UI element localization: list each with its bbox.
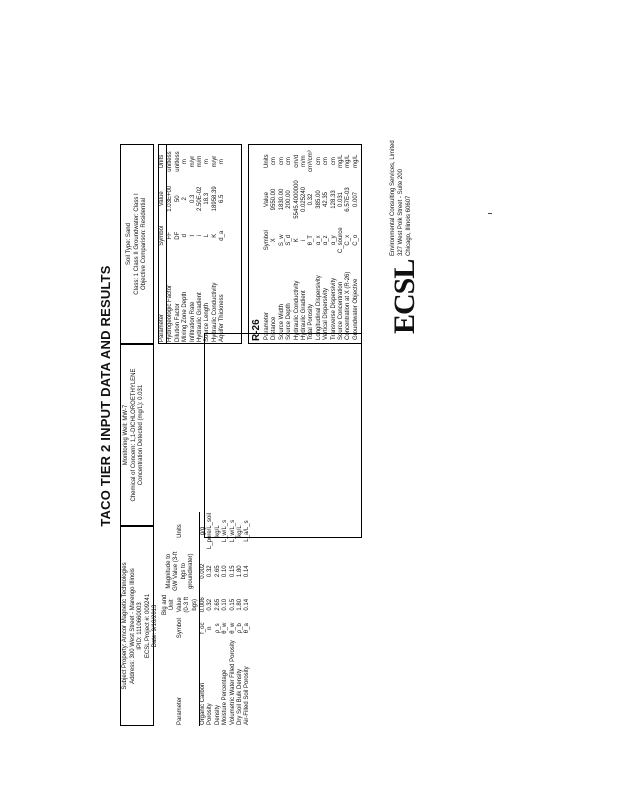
cell-units: L_w/L_s [222, 519, 229, 543]
cell-units: m [182, 159, 189, 165]
cell-parameter: Hydraulic Conductivity [293, 280, 300, 340]
cell-parameter: Source Width [278, 303, 285, 340]
company-address-line1: 327 West Polk Street - Suite 200 [398, 169, 404, 256]
well-info-box [120, 344, 154, 526]
cell-symbol: S_d [286, 234, 293, 246]
company-name: Environmental Consulting Services, Limited [390, 140, 396, 256]
table-row [338, 147, 345, 341]
col-value: Value [264, 192, 270, 207]
cell-value: 1.80 [237, 598, 244, 611]
table-row [167, 145, 175, 343]
cell-parameter: Source Concentration [338, 281, 345, 340]
cell-units: m/yr [211, 155, 218, 168]
concentration-detected: Concentration Detected (mg/L): 0.031 [138, 384, 145, 486]
cell-symbol: α_z [323, 235, 330, 246]
table-row [279, 147, 286, 341]
cell-parameter: Hydraulic Conductivity [211, 282, 218, 342]
cell-symbol: FF [167, 232, 174, 240]
cell-parameter: Air-Filled Soil Porosity [244, 666, 251, 725]
rotated-report-sheet [100, 138, 500, 738]
col-units: Units [264, 154, 270, 169]
hydro-table-header [159, 145, 167, 343]
cell-parameter: Total Porosity [308, 303, 315, 340]
cell-units: cm [286, 157, 293, 166]
cell-parameter: Source Length [204, 302, 211, 342]
cell-symbol: n [207, 626, 214, 630]
cell-parameter: Hydraulic Gradient [301, 290, 308, 340]
cell-symbol: i [301, 239, 308, 241]
monitoring-well: Monitoring Well: MW-7 [123, 404, 129, 466]
table-row [207, 512, 214, 726]
cell-units: m/m [197, 155, 204, 168]
cell-value: 0.32 [207, 565, 214, 578]
cell-value: 0.32 [308, 193, 315, 206]
cell-value: 1.03E+00 [167, 185, 174, 212]
cell-units: m [219, 159, 226, 165]
cell-parameter: Moisture Percentage [222, 669, 229, 725]
cell-parameter: Longitudinal Dispersivity [315, 275, 322, 340]
cell-symbol: X [271, 238, 278, 243]
cell-symbol: θ_a [244, 623, 251, 634]
cell-symbol: d [182, 234, 189, 238]
cell-parameter: Hydrogeologic Factor [167, 284, 174, 342]
cell-symbol: f_oc [200, 622, 207, 634]
cell-parameter: Vertical Dispersivity [323, 287, 330, 340]
site-ipid: IPID: 1110660003 [137, 602, 144, 650]
col-parameter: Parameter [162, 639, 200, 726]
r26-table [248, 144, 362, 344]
cell-units: kg/L [214, 525, 221, 537]
groundwater-class: Class: 1 Class II Groundwater: Class I [133, 193, 140, 295]
chemical-of-concern: Chemical of Concern: 1,1-DICHLOROETHYLENE [130, 368, 137, 502]
cell-value: 0.3 [189, 194, 196, 203]
cell-symbol: θ_T [308, 235, 315, 246]
cell-value: 0.15 [229, 565, 236, 578]
table-row [215, 512, 222, 726]
table-row [286, 147, 293, 341]
cell-symbol: C_o [352, 234, 359, 246]
col-deep-value: Magnitude to GW Value (3-ft bgs to groundwater) [162, 550, 200, 592]
cell-value: 0.10 [222, 565, 229, 578]
cell-symbol: C_source [338, 227, 345, 254]
cell-units: unitless [174, 151, 181, 172]
cell-value: 0.006 [200, 597, 207, 613]
cell-symbol: K [211, 233, 218, 238]
table-row [197, 145, 204, 343]
cell-value: 2.65 [214, 598, 221, 611]
cell-parameter: Hydraulic Gradient [197, 292, 204, 342]
table-row [175, 145, 182, 343]
cell-units: L_w/L_s [229, 519, 236, 543]
cell-units: cm [271, 157, 278, 166]
table-row [182, 145, 189, 343]
site-address: Address: 300 West Street - Marengo Illinois [129, 568, 136, 684]
cell-units: mg/L [352, 154, 359, 168]
cell-parameter: Dilution Factor [174, 303, 181, 342]
cell-parameter: Aquifer Thickness [219, 294, 226, 342]
table-row [219, 145, 226, 343]
cell-units: L_pore/L_soil [207, 513, 214, 550]
table-row [190, 145, 197, 343]
cell-value: 9550.00 [271, 188, 278, 211]
table-row [237, 512, 244, 726]
cell-value: 6.57E-03 [345, 187, 352, 212]
cell-symbol: I [189, 234, 196, 237]
cell-units: unitless [167, 151, 174, 172]
cell-symbol: ρ_b [237, 623, 244, 634]
cell-parameter: Density [214, 704, 221, 725]
table-row [230, 512, 237, 726]
cell-value: 0.10 [222, 598, 229, 611]
table-row [294, 147, 301, 341]
cell-value: 0.14 [244, 598, 251, 611]
soil-table-header [162, 512, 200, 726]
cell-units: cm/d [293, 154, 300, 168]
cell-units: kg/L [237, 525, 244, 537]
subject-property: Subject Property: Amcor Magnetic Technologies [122, 562, 128, 690]
table-row [244, 512, 251, 726]
col-units: Units [162, 512, 200, 550]
table-row [212, 145, 219, 343]
cell-parameter: Organic Carbon [200, 682, 207, 725]
cell-parameter: Transverse Dispersivity [330, 277, 337, 340]
cell-units: mg/L [345, 154, 352, 168]
table-row [271, 147, 278, 341]
table-row [353, 147, 360, 341]
ecsl-logo: ECSL [388, 259, 421, 334]
cell-value: 0.15 [229, 598, 236, 611]
cell-symbol: L [204, 234, 211, 238]
r26-label: R-26 [251, 319, 262, 341]
cell-symbol: θ_w [229, 622, 236, 634]
col-value: Value [159, 178, 167, 219]
cell-value: 0.025240 [301, 186, 308, 213]
cell-value: 0.002 [200, 563, 207, 579]
col-parameter: Parameter [264, 311, 270, 340]
cell-units: mg/L [338, 154, 345, 168]
cell-parameter: Volumetric Water Filled Porosity [229, 640, 236, 725]
cell-value: 0.031 [338, 192, 345, 208]
cell-value: 200.00 [286, 190, 293, 209]
cell-value: 1.80 [237, 565, 244, 578]
cell-parameter: Infiltration Rate [189, 301, 196, 342]
cell-units: m [204, 159, 211, 165]
cell-symbol: S_w [278, 234, 285, 247]
cell-units: m/yr [189, 155, 196, 168]
cell-symbol: C_x [345, 234, 352, 246]
cell-parameter: Distance [271, 316, 278, 340]
cell-parameter: Porosity [207, 703, 214, 725]
table-row [204, 145, 211, 343]
project-number: ECSL Project #: 009241 [144, 593, 151, 659]
table-row [200, 512, 208, 726]
cell-value: 6.5 [219, 194, 226, 203]
table-row [323, 147, 330, 341]
cell-units: cm [315, 157, 322, 166]
empty-plot-area [204, 333, 362, 538]
hydrogeologic-table [158, 144, 242, 344]
cell-value: 128.33 [330, 190, 337, 209]
soil-parameter-table [162, 512, 252, 726]
table-row [301, 147, 308, 341]
cell-value: 0.007 [352, 192, 359, 208]
site-info-box [120, 526, 159, 726]
cell-value: 5545.4000000 [293, 180, 300, 219]
table-row [316, 147, 323, 341]
company-block [382, 140, 430, 334]
cell-parameter: Groundwater Objective [352, 278, 359, 340]
cell-value: 2.50E-02 [197, 186, 204, 211]
cell-value: 2.65 [214, 565, 221, 578]
report-date: Date: 9/10/2013 [152, 604, 159, 648]
cell-units: cm [323, 157, 330, 166]
cell-value: 2 [182, 197, 189, 201]
col-symbol: Symbol [264, 230, 270, 251]
cell-symbol: i [197, 235, 204, 237]
cell-symbol: θ_w [222, 622, 229, 634]
table-row [331, 147, 338, 341]
cell-value: 50 [174, 195, 181, 203]
soil-type: Soil Type: Sand [126, 223, 132, 265]
report-title: TACO TIER 2 INPUT DATA AND RESULTS [98, 265, 113, 527]
cell-symbol: d_a [219, 230, 226, 241]
page-mark [488, 213, 492, 214]
cell-value: 18958.39 [211, 186, 218, 212]
cell-units: L_a/L_s [244, 520, 251, 542]
class-info-box [120, 144, 154, 344]
col-parameter: Parameter [159, 252, 167, 343]
r26-table-header [264, 147, 271, 341]
cell-value: 1830.00 [278, 188, 285, 211]
cell-value: 385.00 [315, 190, 322, 209]
table-row [345, 147, 352, 341]
cell-value: 18.3 [204, 192, 211, 205]
cell-symbol: DF [174, 231, 181, 240]
cell-value: 0.32 [207, 598, 214, 611]
cell-parameter: Concentration at X (R-26) [345, 271, 352, 340]
col-shallow-value: Big and Unit Value (0-3 ft bgs) [162, 592, 200, 617]
objective-comparison: Objective Comparison: Residential [141, 197, 148, 291]
cell-units: cm [278, 157, 285, 166]
cell-parameter: Mixing Zone Depth [182, 291, 189, 342]
cell-parameter: Source Depth [286, 303, 293, 340]
cell-units: cm³/cm³ [308, 150, 315, 173]
cell-value: 0.14 [244, 565, 251, 578]
cell-units: cm [330, 157, 337, 166]
col-units: Units [159, 145, 167, 178]
table-row [308, 147, 315, 341]
col-symbol: Symbol [162, 617, 200, 639]
cell-symbol: α_y [330, 235, 337, 246]
table-row [222, 512, 229, 726]
cell-units: m/m [301, 155, 308, 168]
cell-symbol: ρ_s [214, 623, 221, 634]
cell-symbol: α_x [315, 235, 322, 246]
cell-parameter: Dry Soil Bulk Density [237, 668, 244, 725]
cell-symbol: K [293, 238, 300, 243]
cell-units: g/g [200, 526, 207, 536]
company-address-line2: Chicago, Illinois 60607 [406, 195, 412, 256]
cell-value: 42.35 [323, 192, 330, 208]
col-symbol: Symbol [159, 219, 167, 252]
